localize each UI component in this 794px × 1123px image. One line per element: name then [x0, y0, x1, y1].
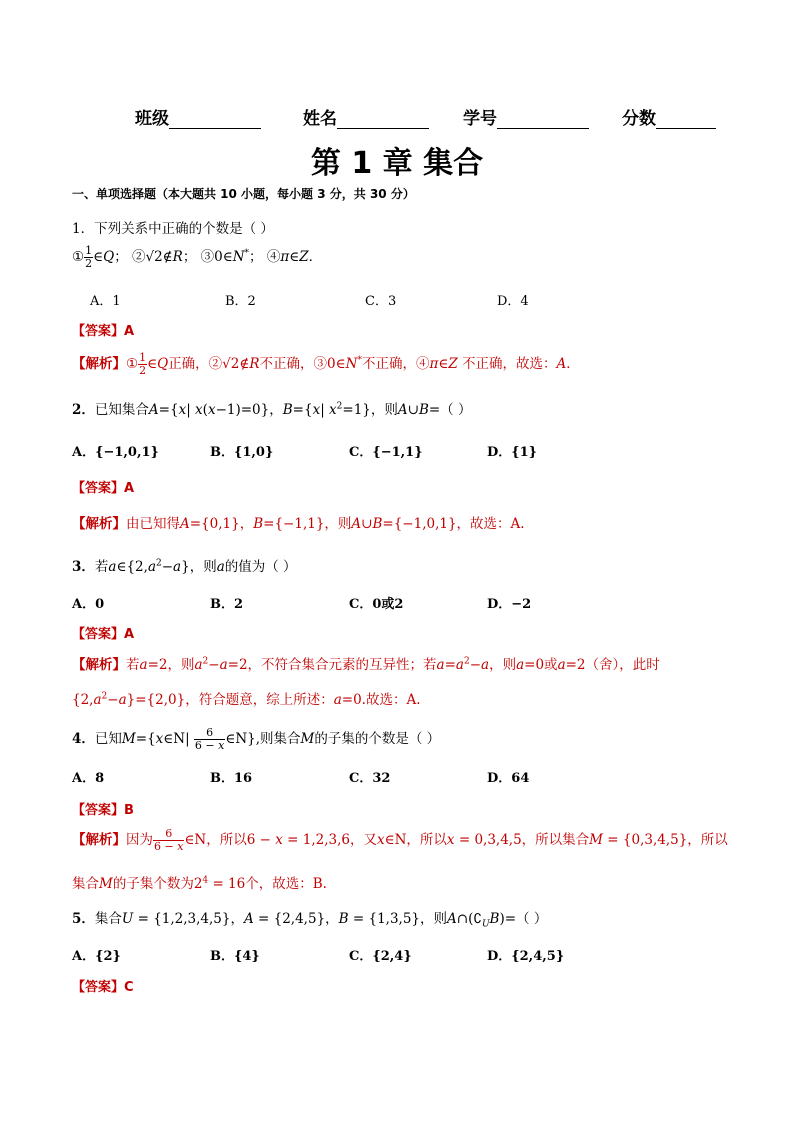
- q4-analysis-line1: 【解析】因为 $\frac{6}{6 - x}$ ∈N，所以6 − x = 1,2,3,6，又x∈N，所以x = 0,3,4,5，所以集合M = {0,3,4,5}，所以: [72, 827, 728, 853]
- name-blank[interactable]: [337, 110, 429, 129]
- q5-answer-value: C: [124, 980, 134, 995]
- score-label: 分数: [622, 109, 656, 129]
- q1-option-d[interactable]: D．4: [497, 294, 529, 309]
- q3-option-c[interactable]: C．0或2: [349, 597, 404, 612]
- answer-tag: 【答案】: [72, 627, 125, 642]
- score-field: [622, 104, 716, 129]
- q2-answer-value: A: [124, 481, 135, 496]
- q4-option-b[interactable]: B．16: [210, 771, 253, 786]
- q1-option-a[interactable]: A．1: [90, 294, 121, 309]
- q4-answer-value: B: [124, 803, 134, 818]
- q2-option-c[interactable]: C．{−1,1}: [349, 445, 423, 460]
- q3-option-a[interactable]: A．0: [72, 597, 105, 612]
- analysis-tag: 【解析】: [72, 657, 126, 673]
- q3-answer: [72, 623, 134, 642]
- q4-option-d[interactable]: D．64: [487, 771, 530, 786]
- name-label: 姓名: [303, 109, 337, 129]
- q1-answer-value: A: [124, 324, 135, 339]
- q2-option-b[interactable]: B．{1,0}: [210, 445, 274, 460]
- q3-analysis-line2: $\{2,a^2-a\}=\{2,0\}$，符合题意，综上所述：a=0.故选：A.: [72, 691, 421, 708]
- section-heading: 一、单项选择题（本大题共 10 小题，每小题 3 分，共 30 分）: [72, 187, 415, 201]
- class-field: [135, 104, 261, 129]
- q1-answer: [72, 320, 134, 339]
- q5-option-d[interactable]: D．{2,4,5}: [487, 949, 565, 964]
- name-field: [303, 104, 429, 129]
- score-blank[interactable]: [656, 110, 716, 129]
- id-label: 学号: [463, 109, 497, 129]
- answer-tag: 【答案】: [72, 324, 125, 339]
- analysis-tag: 【解析】: [72, 356, 126, 372]
- q1-stem: 1．下列关系中正确的个数是（ ）: [72, 221, 274, 237]
- q4-option-c[interactable]: C．32: [349, 771, 391, 786]
- q4-answer: [72, 799, 134, 818]
- answer-tag: 【答案】: [72, 803, 125, 818]
- analysis-tag: 【解析】: [72, 832, 126, 848]
- q1-analysis: 【解析】① $\frac{1}{2}$ ∈Q正确，②√2∉R不正确，③0∈N*不正确，④π∈Z 不正确，故选：A．: [72, 351, 580, 377]
- q3-answer-value: A: [124, 627, 135, 642]
- class-label: 班级: [135, 109, 169, 129]
- q4-option-a[interactable]: A．8: [72, 771, 105, 786]
- analysis-tag: 【解析】: [72, 516, 126, 532]
- id-blank[interactable]: [497, 110, 589, 129]
- q4-stem: 4．已知M={x∈N| $\frac{6}{6 - x}$ ∈N},则集合M的子集的个数是（ ）: [72, 726, 441, 752]
- q3-stem: 3．若$a\in\{2,a^2-a\}$，则a的值为（ ）: [72, 558, 297, 575]
- q5-answer: [72, 976, 134, 995]
- q5-option-c[interactable]: C．{2,4}: [349, 949, 412, 964]
- id-field: [463, 104, 589, 129]
- q3-option-b[interactable]: B．2: [210, 597, 244, 612]
- q2-stem: 2．已知集合A={x| x(x−1)=0}，B={x| $x^2=1$}，则A∪B=（ ）: [72, 401, 472, 418]
- class-blank[interactable]: [169, 110, 261, 129]
- q3-option-d[interactable]: D．−2: [487, 597, 532, 612]
- q1-option-b[interactable]: B．2: [225, 294, 256, 309]
- page-title: 第 1 章 集合: [310, 146, 484, 181]
- q2-option-a[interactable]: A．{−1,0,1}: [72, 445, 159, 460]
- answer-tag: 【答案】: [72, 980, 125, 995]
- q4-analysis-line2: 集合M的子集个数为$2^4 = 16$个，故选：B.: [72, 875, 327, 892]
- q3-analysis-line1: 【解析】若a=2，则$a^2-a=2$，不符合集合元素的互异性；若$a=a^2-a$，则a=0或a=2（舍），此时: [72, 656, 660, 673]
- q5-option-b[interactable]: B．{4}: [210, 949, 260, 964]
- q2-answer: [72, 477, 134, 496]
- q1-option-c[interactable]: C．3: [365, 294, 397, 309]
- q2-option-d[interactable]: D．{1}: [487, 445, 538, 460]
- q5-stem: 5．集合U = {1,2,3,4,5}，A = {2,4,5}，B = {1,3,5}，则$A\cap(∁_UB)=$（ ）: [72, 911, 548, 930]
- answer-tag: 【答案】: [72, 481, 125, 496]
- q1-items: ① $\frac{1}{2}$ ∈Q； ②√2∉R； ③0∈N*； ④π∈Z．: [72, 244, 323, 270]
- q5-option-a[interactable]: A．{2}: [72, 949, 121, 964]
- q2-analysis: 【解析】由已知得A={0,1}，B={−1,1}，则A∪B={−1,0,1}，故选：A.: [72, 516, 525, 532]
